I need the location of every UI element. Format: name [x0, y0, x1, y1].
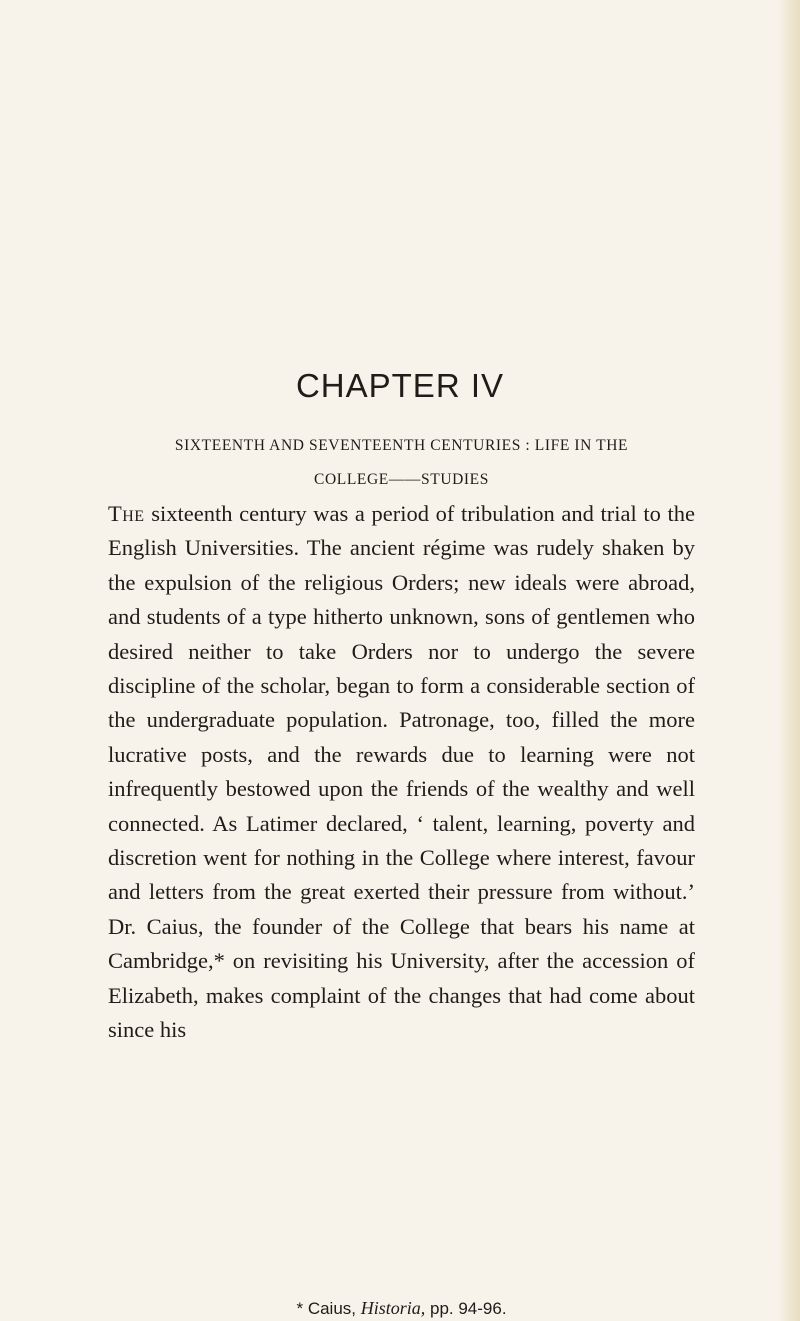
- footnote-author: Caius,: [307, 1299, 356, 1318]
- footnote-marker: *: [296, 1299, 304, 1318]
- footnote-work-title: Historia,: [360, 1298, 426, 1318]
- footnote-pages: pp. 94-96.: [429, 1299, 507, 1318]
- paragraph-lead-word: The: [108, 501, 145, 526]
- chapter-title: CHAPTER IV: [295, 367, 505, 404]
- paragraph-text: sixteenth century was a period of tribulation and trial to the English Universities. The ancient régime was rudely shaken by the expulsion of the religious Orders; new ideals were abroad, and students of a type hitherto unknown, sons of gentlemen who desired neither to take Orders nor to undergo the severe discipline of the scholar, began to form a considerable section of the undergraduate population. Patronage, too, filled the more lucrative posts, and the rewards due to learning were not infrequently bestowed upon the friends of the wealthy and well connected. As Latimer declared, ‘ talent, learning, poverty and discretion went for nothing in the College where interest, favour and letters from the great exerted their pressure from without.’ Dr. Caius, the founder of the College that bears his name at Cambridge,* on revisiting his University, after the accession of Elizabeth, makes complaint of the changes that had come about since his: [108, 501, 695, 1043]
- chapter-subtitle-line-1: SIXTEENTH AND SEVENTEENTH CENTURIES : LIFE IN THE: [174, 437, 629, 454]
- page-edge-shading: [778, 0, 800, 1321]
- body-paragraph: [108, 497, 695, 1048]
- chapter-subtitle: [108, 429, 695, 497]
- chapter-subtitle-line-2: COLLEGE——STUDIES: [314, 471, 489, 488]
- footnote: [108, 1296, 695, 1321]
